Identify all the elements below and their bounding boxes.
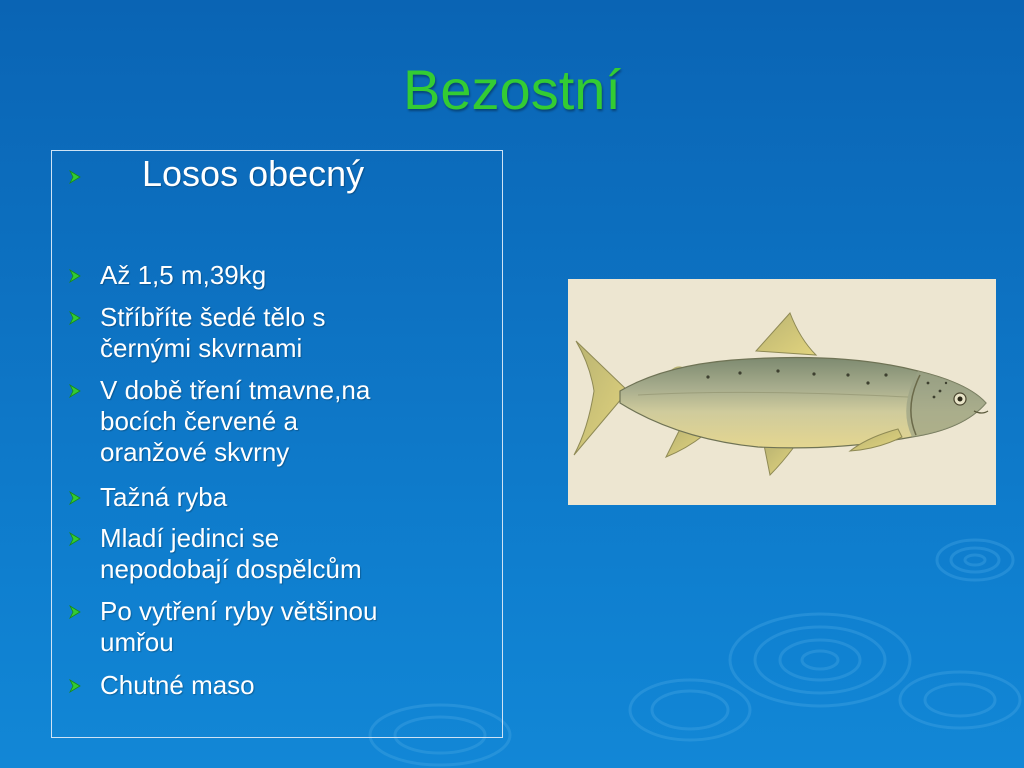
slide-title: Bezostní: [403, 58, 621, 121]
list-item-label: [100, 596, 498, 658]
list-item-line: bocích červené a: [100, 406, 299, 436]
arrow-bullet-icon: [68, 596, 100, 627]
list-item-line: umřou: [100, 627, 174, 657]
list-item: [68, 302, 498, 364]
list-item-line: Stříbříte šedé tělo s: [100, 302, 326, 332]
list-item: [68, 375, 498, 468]
list-heading: [68, 153, 498, 201]
list-item-line: Tažná ryba: [100, 482, 228, 512]
list-item-label: [100, 523, 498, 585]
list-item: [68, 523, 498, 585]
list-item: [68, 482, 498, 513]
list-item-line: Po vytření ryby většinou: [100, 596, 378, 626]
list-item: [68, 260, 498, 291]
list-item-line: Mladí jedinci se: [100, 523, 280, 553]
salmon-illustration: [568, 279, 996, 505]
list-item-line: nepodobají dospělcům: [100, 554, 362, 584]
heading-label: Losos obecný: [142, 153, 365, 194]
list-item-label: [100, 375, 498, 468]
list-item-label: [100, 670, 498, 701]
list-item-label: [100, 302, 498, 364]
list-item: [68, 670, 498, 701]
list-item: [68, 596, 498, 658]
list-item-line: Chutné maso: [100, 670, 255, 700]
list-item-line: černými skvrnami: [100, 333, 303, 363]
arrow-bullet-icon: [68, 260, 100, 291]
list-item-label: [100, 482, 498, 513]
arrow-bullet-icon: [68, 153, 142, 201]
list-item-label: [100, 260, 498, 291]
salmon-icon: [568, 279, 996, 505]
arrow-bullet-icon: [68, 482, 100, 513]
bullet-list-box: [51, 150, 503, 738]
list-item-line: V době tření tmavne,na: [100, 375, 371, 405]
arrow-bullet-icon: [68, 523, 100, 554]
arrow-bullet-icon: [68, 302, 100, 333]
list-item-line: oranžové skvrny: [100, 437, 290, 467]
list-item-line: Až 1,5 m,39kg: [100, 260, 267, 290]
arrow-bullet-icon: [68, 670, 100, 701]
arrow-bullet-icon: [68, 375, 100, 406]
